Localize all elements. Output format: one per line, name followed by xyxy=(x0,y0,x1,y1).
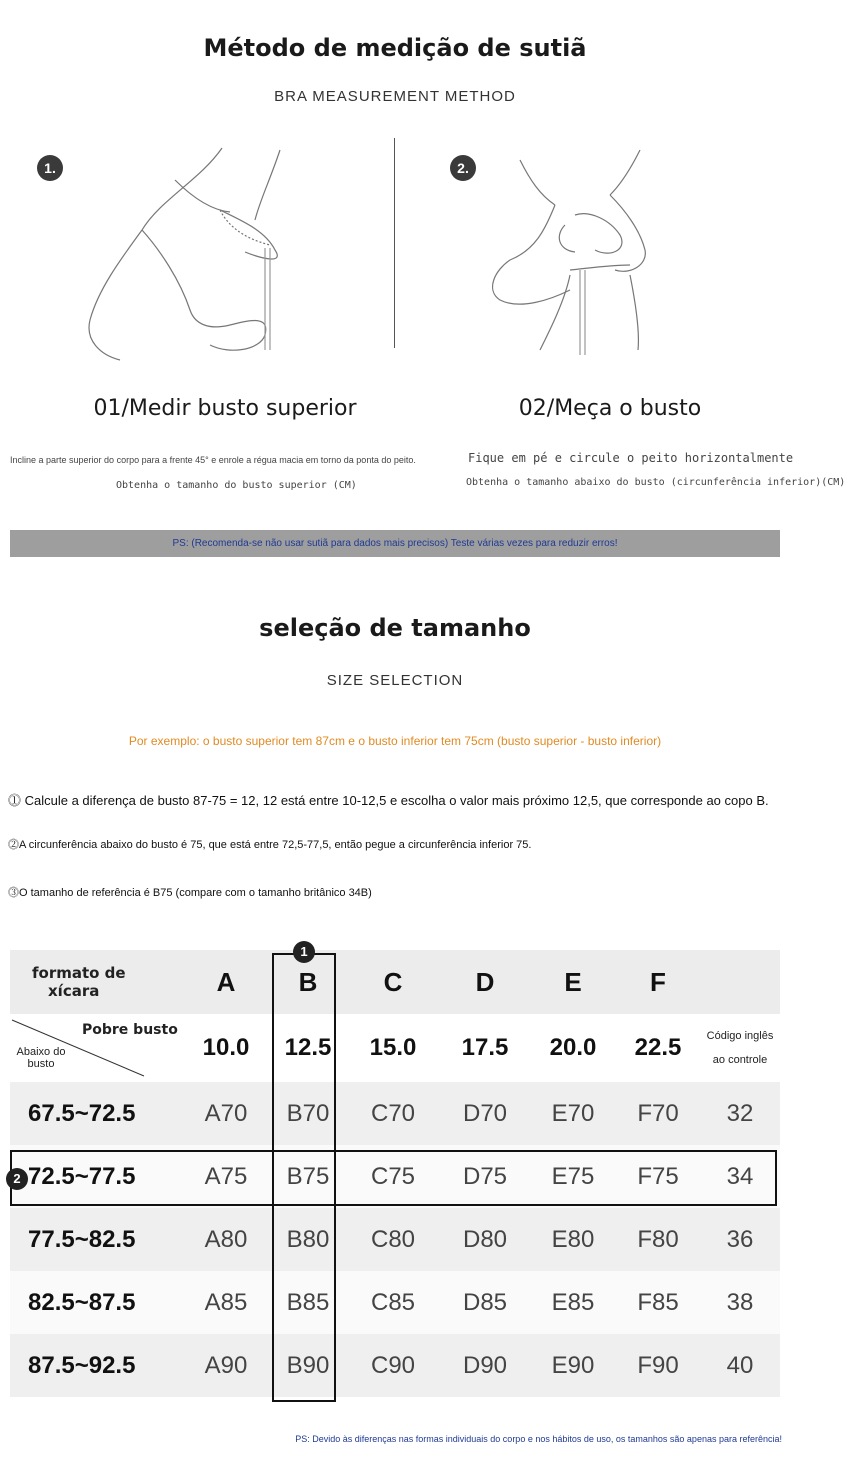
size-cell: A85 xyxy=(204,1288,248,1316)
cup-a: A xyxy=(216,966,236,997)
cup-label xyxy=(10,950,182,1014)
range-cell: 87.5~92.5 xyxy=(28,1351,136,1379)
table-row xyxy=(10,1334,780,1397)
cup-label-line2: xícara xyxy=(48,982,100,1000)
size-cell: F75 xyxy=(637,1162,679,1190)
calc-step-2: ⓶A circunferência abaixo do busto é 75, que está entre 72,5-77,5, então pegue a circunferência inferior 75. xyxy=(8,839,532,851)
highlight-row-75 xyxy=(10,1150,777,1206)
size-cell: E75 xyxy=(551,1162,595,1190)
range-cell: 82.5~87.5 xyxy=(28,1288,136,1316)
size-cell: A80 xyxy=(204,1225,248,1253)
uk-label-line2: ao controle xyxy=(712,1054,768,1066)
size-cell: B90 xyxy=(286,1351,330,1379)
vertical-divider xyxy=(394,138,395,348)
under-label xyxy=(14,1046,68,1070)
diff-d: 17.5 xyxy=(461,1034,509,1061)
size-cell: E85 xyxy=(551,1288,595,1316)
diff-c: 15.0 xyxy=(369,1034,417,1061)
size-cell: F80 xyxy=(637,1225,679,1253)
size-cell: B80 xyxy=(286,1225,330,1253)
size-cell: F85 xyxy=(637,1288,679,1316)
measure-subtitle: BRA MEASUREMENT METHOD xyxy=(274,88,516,105)
size-cell: A75 xyxy=(204,1162,248,1190)
size-cell: D90 xyxy=(462,1351,508,1379)
ps-banner: PS: (Recomenda-se não usar sutiã para dados mais precisos) Teste várias vezes para reduzir erros! xyxy=(10,530,780,557)
uk-label-line1: Código inglês xyxy=(706,1030,774,1042)
table-row xyxy=(10,1271,780,1334)
uk-size-cell: 38 xyxy=(726,1288,754,1316)
size-cell: D75 xyxy=(462,1162,508,1190)
table-row xyxy=(10,1082,780,1145)
size-cell: C90 xyxy=(370,1351,416,1379)
step2-heading: 02/Meça o busto xyxy=(518,396,702,421)
size-cell: A70 xyxy=(204,1099,248,1127)
size-cell: F70 xyxy=(637,1099,679,1127)
footer-ps: PS: Devido às diferenças nas formas individuais do corpo e nos hábitos de uso, os tamanhos são apenas para referência! xyxy=(295,1434,782,1444)
size-cell: E80 xyxy=(551,1225,595,1253)
size-cell: D85 xyxy=(462,1288,508,1316)
step2-instruction: Fique em pé e circule o peito horizontalmente xyxy=(468,451,794,465)
diff-b: 12.5 xyxy=(284,1034,332,1061)
size-cell: C70 xyxy=(370,1099,416,1127)
size-cell: D70 xyxy=(462,1099,508,1127)
size-cell: C80 xyxy=(370,1225,416,1253)
uk-size-cell: 40 xyxy=(726,1351,754,1379)
step1-instruction: Incline a parte superior do corpo para a frente 45° e enrole a régua macia em torno da ponta do peito. xyxy=(10,455,416,465)
size-cell: E90 xyxy=(551,1351,595,1379)
uk-label xyxy=(700,1014,780,1082)
size-cell: C75 xyxy=(370,1162,416,1190)
measure-title: Método de medição de sutiã xyxy=(203,34,587,62)
table-row xyxy=(10,1208,780,1271)
size-cell: B75 xyxy=(286,1162,330,1190)
size-cell: E70 xyxy=(551,1099,595,1127)
diagonal-header-cell xyxy=(10,1014,182,1082)
size-cell: F90 xyxy=(637,1351,679,1379)
cup-d: D xyxy=(475,966,495,997)
range-cell: 67.5~72.5 xyxy=(28,1099,136,1127)
size-cell: A90 xyxy=(204,1351,248,1379)
step1-heading: 01/Medir busto superior xyxy=(93,396,357,421)
marker-cup: 1 xyxy=(293,941,315,963)
calc-step-1: ⓵ Calcule a diferença de busto 87-75 = 12, 12 está entre 10-12,5 e escolha o valor mais próximo 12,5, que corresponde ao copo B. xyxy=(8,793,769,808)
range-cell: 77.5~82.5 xyxy=(28,1225,136,1253)
step1-result: Obtenha o tamanho do busto superior (CM) xyxy=(116,480,357,491)
marker-band: 2 xyxy=(6,1168,28,1190)
selection-subtitle: SIZE SELECTION xyxy=(326,672,464,689)
calc-step-3: ⓷O tamanho de referência é B75 (compare com o tamanho britânico 34B) xyxy=(8,887,372,899)
cup-b: B xyxy=(298,966,318,997)
under-label-line1: Abaixo do xyxy=(16,1046,66,1058)
bust-diff-row xyxy=(10,1014,780,1082)
example-text: Por exemplo: o busto superior tem 87cm e o busto inferior tem 75cm (busto superior - busto inferior) xyxy=(128,734,662,748)
diff-f: 22.5 xyxy=(634,1034,682,1061)
range-cell: 72.5~77.5 xyxy=(28,1162,136,1190)
figure-lean-forward-illustration xyxy=(80,140,300,370)
size-cell: C85 xyxy=(370,1288,416,1316)
step2-badge: 2. xyxy=(450,155,476,181)
diff-a: 10.0 xyxy=(202,1034,250,1061)
uk-size-cell: 36 xyxy=(726,1225,754,1253)
under-label-line2: busto xyxy=(27,1058,55,1070)
size-cell: B85 xyxy=(286,1288,330,1316)
cup-header-row xyxy=(10,950,780,1014)
cup-e: E xyxy=(564,966,582,997)
step2-result: Obtenha o tamanho abaixo do busto (circunferência inferior)(CM) xyxy=(466,477,845,488)
size-cell: D80 xyxy=(462,1225,508,1253)
selection-title: seleção de tamanho xyxy=(259,614,531,642)
diff-e: 20.0 xyxy=(549,1034,597,1061)
uk-size-cell: 32 xyxy=(726,1099,754,1127)
bust-label: Pobre busto xyxy=(82,1022,178,1038)
size-cell: B70 xyxy=(286,1099,330,1127)
step1-badge: 1. xyxy=(37,155,63,181)
cup-label-line1: formato de xyxy=(32,964,126,982)
figure-standing-illustration xyxy=(480,140,680,370)
uk-size-cell: 34 xyxy=(726,1162,754,1190)
cup-c: C xyxy=(383,966,403,997)
cup-f: F xyxy=(650,966,666,997)
